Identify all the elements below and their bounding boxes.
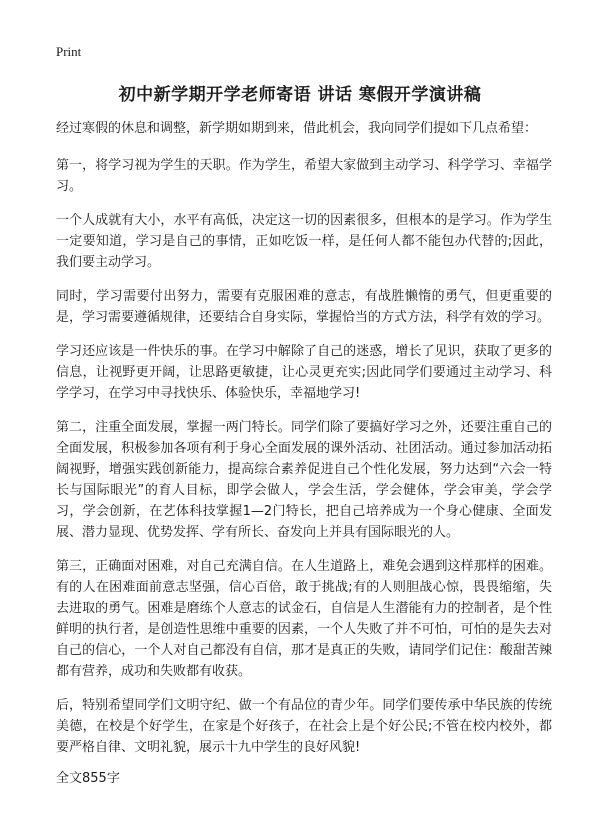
paragraph-third-point: 第三，正确面对困难，对自己充满自信。在人生道路上，难免会遇到这样那样的困难。有的人在困难面前意志坚强，信心百倍，敢于挑战;有的人则胆战心惊，畏畏缩缩，失去进取的勇气。困难是磨练个人意志的试金石，自信是人生潜能有力的控制者，是个性鲜明的执行者，是创造性思维中重要的因素，一个人失败了并不可怕，可怕的是失去对自己的信心，一个人对自己都没有自信，那才是真正的失败，请同学们记住：酸甜苦辣都有营养，成功和失败都有收获。 [56, 559, 552, 679]
document-title: 初中新学期开学老师寄语 讲话 寒假开学演讲稿 [118, 85, 482, 105]
paragraph-second-point: 第二，注重全面发展，掌握一两门特长。同学们除了要搞好学习之外，还要注重自己的全面发展，积极参加各项有利于身心全面发展的课外活动、社团活动。通过参加活动拓阔视野，增强实践创新能力，提高综合素养促进自己个性化发展，努力达到“六会一特长与国际眼光”的育人目标，即学会做人，学会生活，学会健体，学会审美，学会学习，学会创新，在艺体科技掌握1—2门特长，把自己培养成为一个身心健康、全面发展、潜力显现、优势发挥、学有所长、奋发向上并具有国际眼光的人。 [56, 420, 552, 540]
paragraph-learning-joy: 学习还应该是一件快乐的事。在学习中解除了自己的迷惑，增长了见识，获取了更多的信息，让视野更开阔，让思路更敏捷，让心灵更充实;因此同学们要通过主动学习、科学学习，在学习中寻找快乐、体验快乐，幸福地学习! [56, 344, 552, 401]
paragraph-final-hope: 后，特别希望同学们文明守纪、做一个有品位的青少年。同学们要传承中华民族的传统美德，在校是个好学生，在家是个好孩子，在社会上是个好公民;不管在校内校外，都要严格自律、文明礼貌，展示十九中学生的良好风貌! [56, 698, 552, 755]
paragraph-learning-foundation: 一个人成就有大小，水平有高低，决定这一切的因素很多，但根本的是学习。作为学生一定要知道，学习是自己的事情，正如吃饭一样，是任何人都不能包办代替的;因此，我们要主动学习。 [56, 213, 552, 270]
print-link[interactable]: Print [56, 44, 82, 59]
paragraph-first-point: 第一，将学习视为学生的天职。作为学生，希望大家做到主动学习、科学学习、幸福学习。 [56, 158, 552, 194]
document-body [56, 118, 552, 771]
word-count: 全文855字 [56, 771, 120, 786]
paragraph-intro: 经过寒假的休息和调整，新学期如期到来，借此机会，我向同学们提如下几点希望： [56, 121, 538, 136]
paragraph-learning-effort: 同时，学习需要付出努力，需要有克服困难的意志，有战胜懒惰的勇气，但更重要的是，学习需要遵循规律，还要结合自身实际，掌握恰当的方式方法，科学有效的学习。 [56, 289, 552, 325]
